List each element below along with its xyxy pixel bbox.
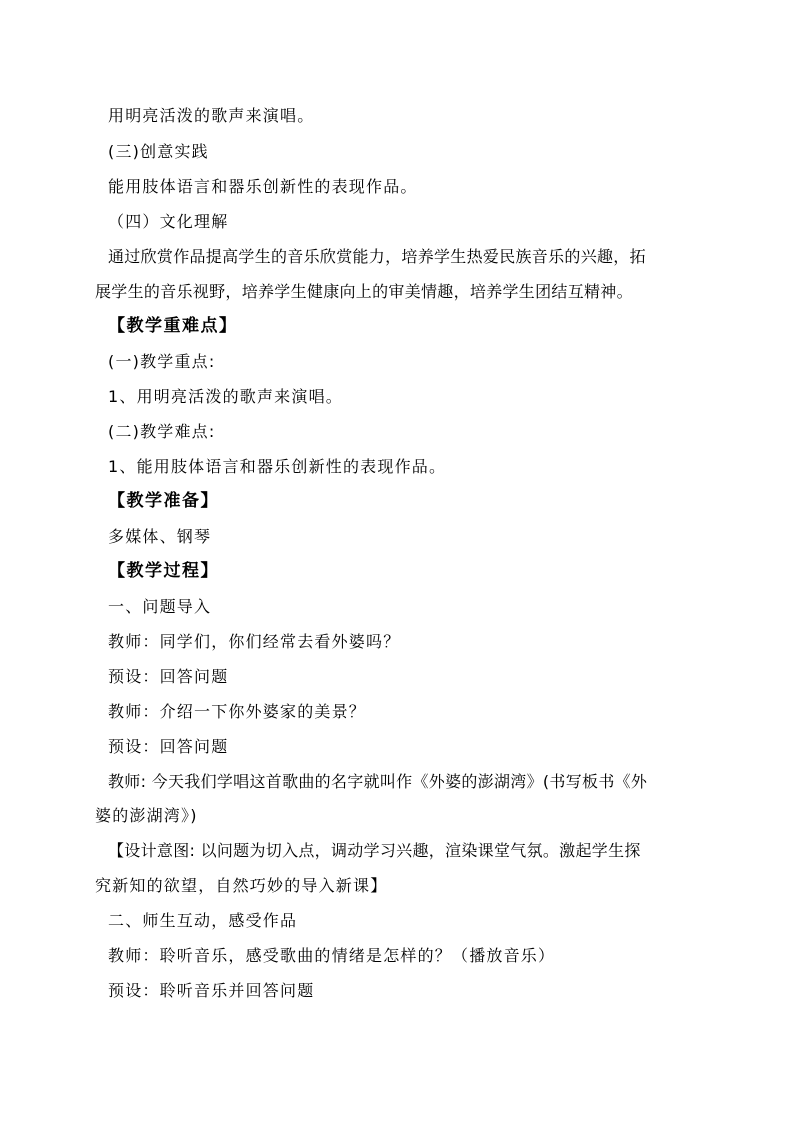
section-heading: 一、问题导入 <box>108 597 212 616</box>
paragraph-line: 多媒体、钢琴 <box>108 527 212 546</box>
bold-heading: 【教学过程】 <box>108 561 219 581</box>
dialogue-line: 教师：介绍一下你外婆家的美景？ <box>108 702 367 721</box>
dialogue-line: 教师：同学们，你们经常去看外婆吗？ <box>108 632 401 651</box>
section-heading: （四）文化理解 <box>108 212 229 231</box>
dialogue-line: 婆的澎湖湾》) <box>95 806 198 825</box>
design-intent-line: 究新知的欲望，自然巧妙的导入新课】 <box>95 876 388 895</box>
bold-heading: 【教学重难点】 <box>108 316 238 336</box>
sub-heading: (一)教学重点: <box>108 352 216 371</box>
section-heading: (三)创意实践 <box>108 142 209 161</box>
dialogue-line: 预设：聆听音乐并回答问题 <box>108 981 315 1000</box>
paragraph-line: 用明亮活泼的歌声来演唱。 <box>108 106 315 125</box>
dialogue-line: 教师: 今天我们学唱这首歌曲的名字就叫作《外婆的澎湖湾》(书写板书《外 <box>108 772 648 791</box>
paragraph-line: 能用肢体语言和器乐创新性的表现作品。 <box>108 177 418 196</box>
dialogue-line: 预设：回答问题 <box>108 737 229 756</box>
list-item: 1、能用肢体语言和器乐创新性的表现作品。 <box>108 457 447 476</box>
paragraph-line: 通过欣赏作品提高学生的音乐欣赏能力，培养学生热爱民族音乐的兴趣，拓 <box>108 247 646 266</box>
dialogue-line: 预设：回答问题 <box>108 667 229 686</box>
bold-heading: 【教学准备】 <box>108 491 219 511</box>
dialogue-line: 教师：聆听音乐，感受歌曲的情绪是怎样的？（播放音乐） <box>108 946 556 965</box>
paragraph-line: 展学生的音乐视野，培养学生健康向上的审美情趣，培养学生团结互精神。 <box>95 282 633 301</box>
list-item: 1、用明亮活泼的歌声来演唱。 <box>108 387 343 406</box>
section-heading: 二、师生互动，感受作品 <box>108 911 298 930</box>
sub-heading: (二)教学难点: <box>108 422 216 441</box>
design-intent-line: 【设计意图: 以问题为切入点，调动学习兴趣，渲染课堂气氛。激起学生探 <box>108 841 641 860</box>
